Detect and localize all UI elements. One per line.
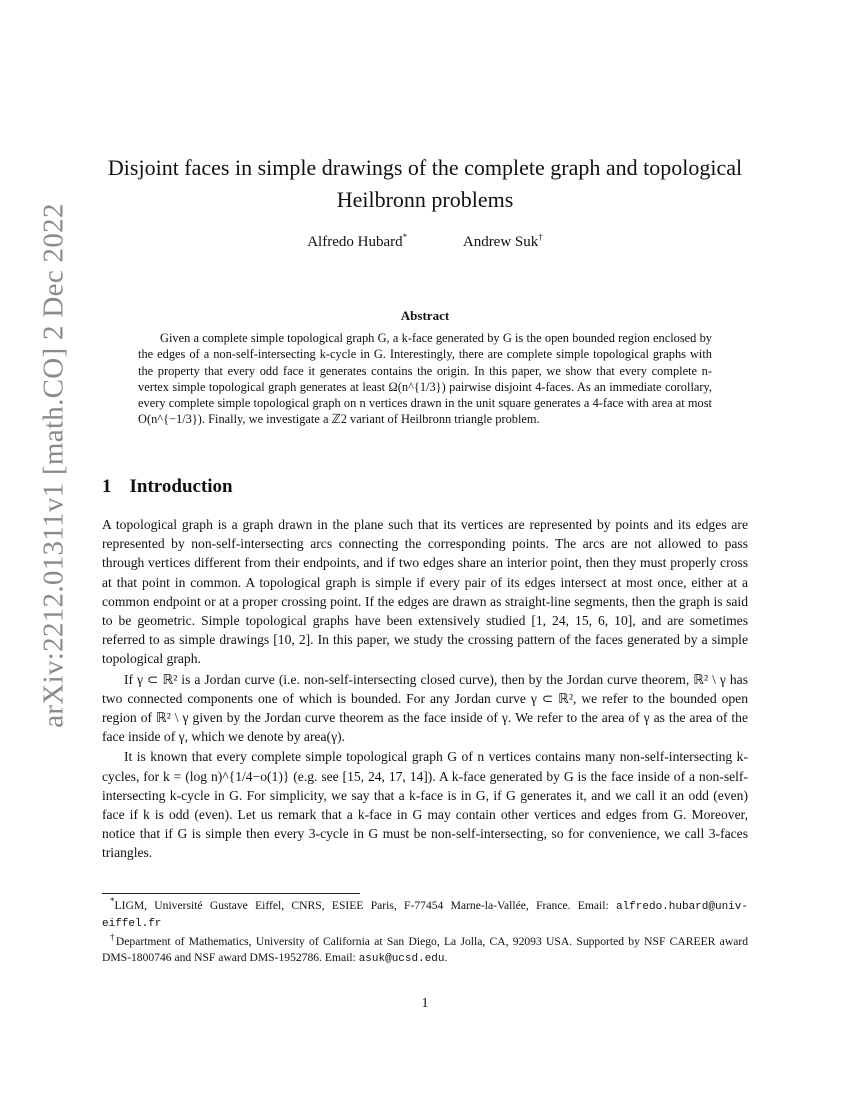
section-title: Introduction (129, 476, 233, 497)
footnote-1 (102, 898, 748, 932)
paper-title: Disjoint faces in simple drawings of the complete graph and topological Heilbronn problems (107, 155, 743, 212)
arxiv-stamp-text: arXiv:2212.01311v1 [math.CO] 2 Dec 2022 (37, 202, 70, 728)
footnote-email[interactable]: asuk@ucsd.edu (358, 952, 445, 965)
author-mark: † (538, 232, 543, 242)
body-paragraph: A topological graph is a graph drawn in the plane such that its vertices are represented by points and its edges are represented by non-self-intersecting arcs connecting the corresponding points. The arcs are not allowed to pass through vertices different from their endpoints, and if two edges share an interior point, then they must properly cross at that point in common. A topological graph is simple if every pair of its edges intersect at most once, either at a common endpoint or at a proper crossing point. If the edges are drawn as straight-line segments, then the graph is said to be geometric. Simple topological graphs have been extensively studied [1, 24, 15, 6, 10], and are sometimes referred to as simple drawings [10, 2]. In this paper, we study the crossing pattern of the faces generated by a simple topological graph. (102, 517, 748, 667)
abstract-heading: Abstract (400, 308, 450, 323)
body-paragraph: It is known that every complete simple topological graph G of n vertices contains many non-self-intersecting k-cycles, for k = (log n)^{1/4−o(1)} (e.g. see [15, 24, 17, 14]). A k-face generated by G is the face inside of a non-self-intersecting k-cycle in G. For simplicity, we say that a k-face is in G, if G generates it, and we call it an odd (even) face if k is odd (even). Let us remark that a k-face in G may contain other vertices and edges from G. Moreover, notice that if G is simple then every 3-cycle in G must be non-self-intersecting, so for convenience, we call 3-faces triangles. (102, 749, 748, 861)
author-name: Andrew Suk (462, 234, 539, 250)
footnote-text: Department of Mathematics, University of California at San Diego, La Jolla, CA, 92093 USA. Supported by NSF CAREER award DMS-1800746 and NSF award DMS-1952786. Email: (102, 935, 749, 964)
footnote-email[interactable]: alfredo.hubard@univ-eiffel.fr (102, 901, 748, 931)
section-number: 1 (102, 476, 112, 497)
footnote-mark: * (110, 896, 115, 907)
author-name: Alfredo Hubard (307, 234, 403, 250)
footnote-mark: † (110, 932, 116, 943)
body-paragraph: If γ ⊂ ℝ² is a Jordan curve (i.e. non-self-intersecting closed curve), then by the Jordan curve theorem, ℝ² \ γ has two connected components one of which is bounded. For any Jordan curve γ ⊂ ℝ², we refer to the bounded open region of ℝ² \ γ given by the Jordan curve theorem as the face inside of γ. We refer to the area of γ as the area of the face inside of γ, which we denote by area(γ). (102, 671, 748, 745)
footnote-2: †Department of Mathematics, University of California at San Diego, La Jolla, CA, 92093 USA. Supported by NSF CAREER award DMS-1800746 and NSF award DMS-1952786. Email: asuk@ucsd.edu. (102, 932, 749, 965)
author-mark: * (402, 232, 408, 242)
abstract-text: Given a complete simple topological graph G, a k-face generated by G is the open bounded region enclosed by the edges of a non-self-intersecting k-cycle in G. Interestingly, there are complete simple topological graphs with the property that every odd face it generates contains the origin. In this paper, we show that every complete n-vertex simple topological graph generates at least Ω(n^{1/3}) pairwise disjoint 4-faces. As an immediate corollary, every complete simple topological graph on n vertices drawn in the unit square generates a 4-face with area at most O(n^{−1/3}). Finally, we investigate a ℤ2 variant of Heilbronn triangle problem. (138, 331, 712, 427)
section-heading (102, 476, 233, 498)
footnotes (102, 898, 748, 969)
author-list (0, 234, 850, 251)
section-body (102, 515, 748, 863)
footnote-rule (102, 893, 360, 894)
footnote-text: LIGM, Université Gustave Eiffel, CNRS, ESIEE Paris, F-77454 Marne-la-Vallée, France. Email: (114, 899, 609, 912)
author-1 (307, 234, 407, 251)
page-number: 1 (421, 996, 429, 1011)
author-2 (463, 234, 543, 251)
